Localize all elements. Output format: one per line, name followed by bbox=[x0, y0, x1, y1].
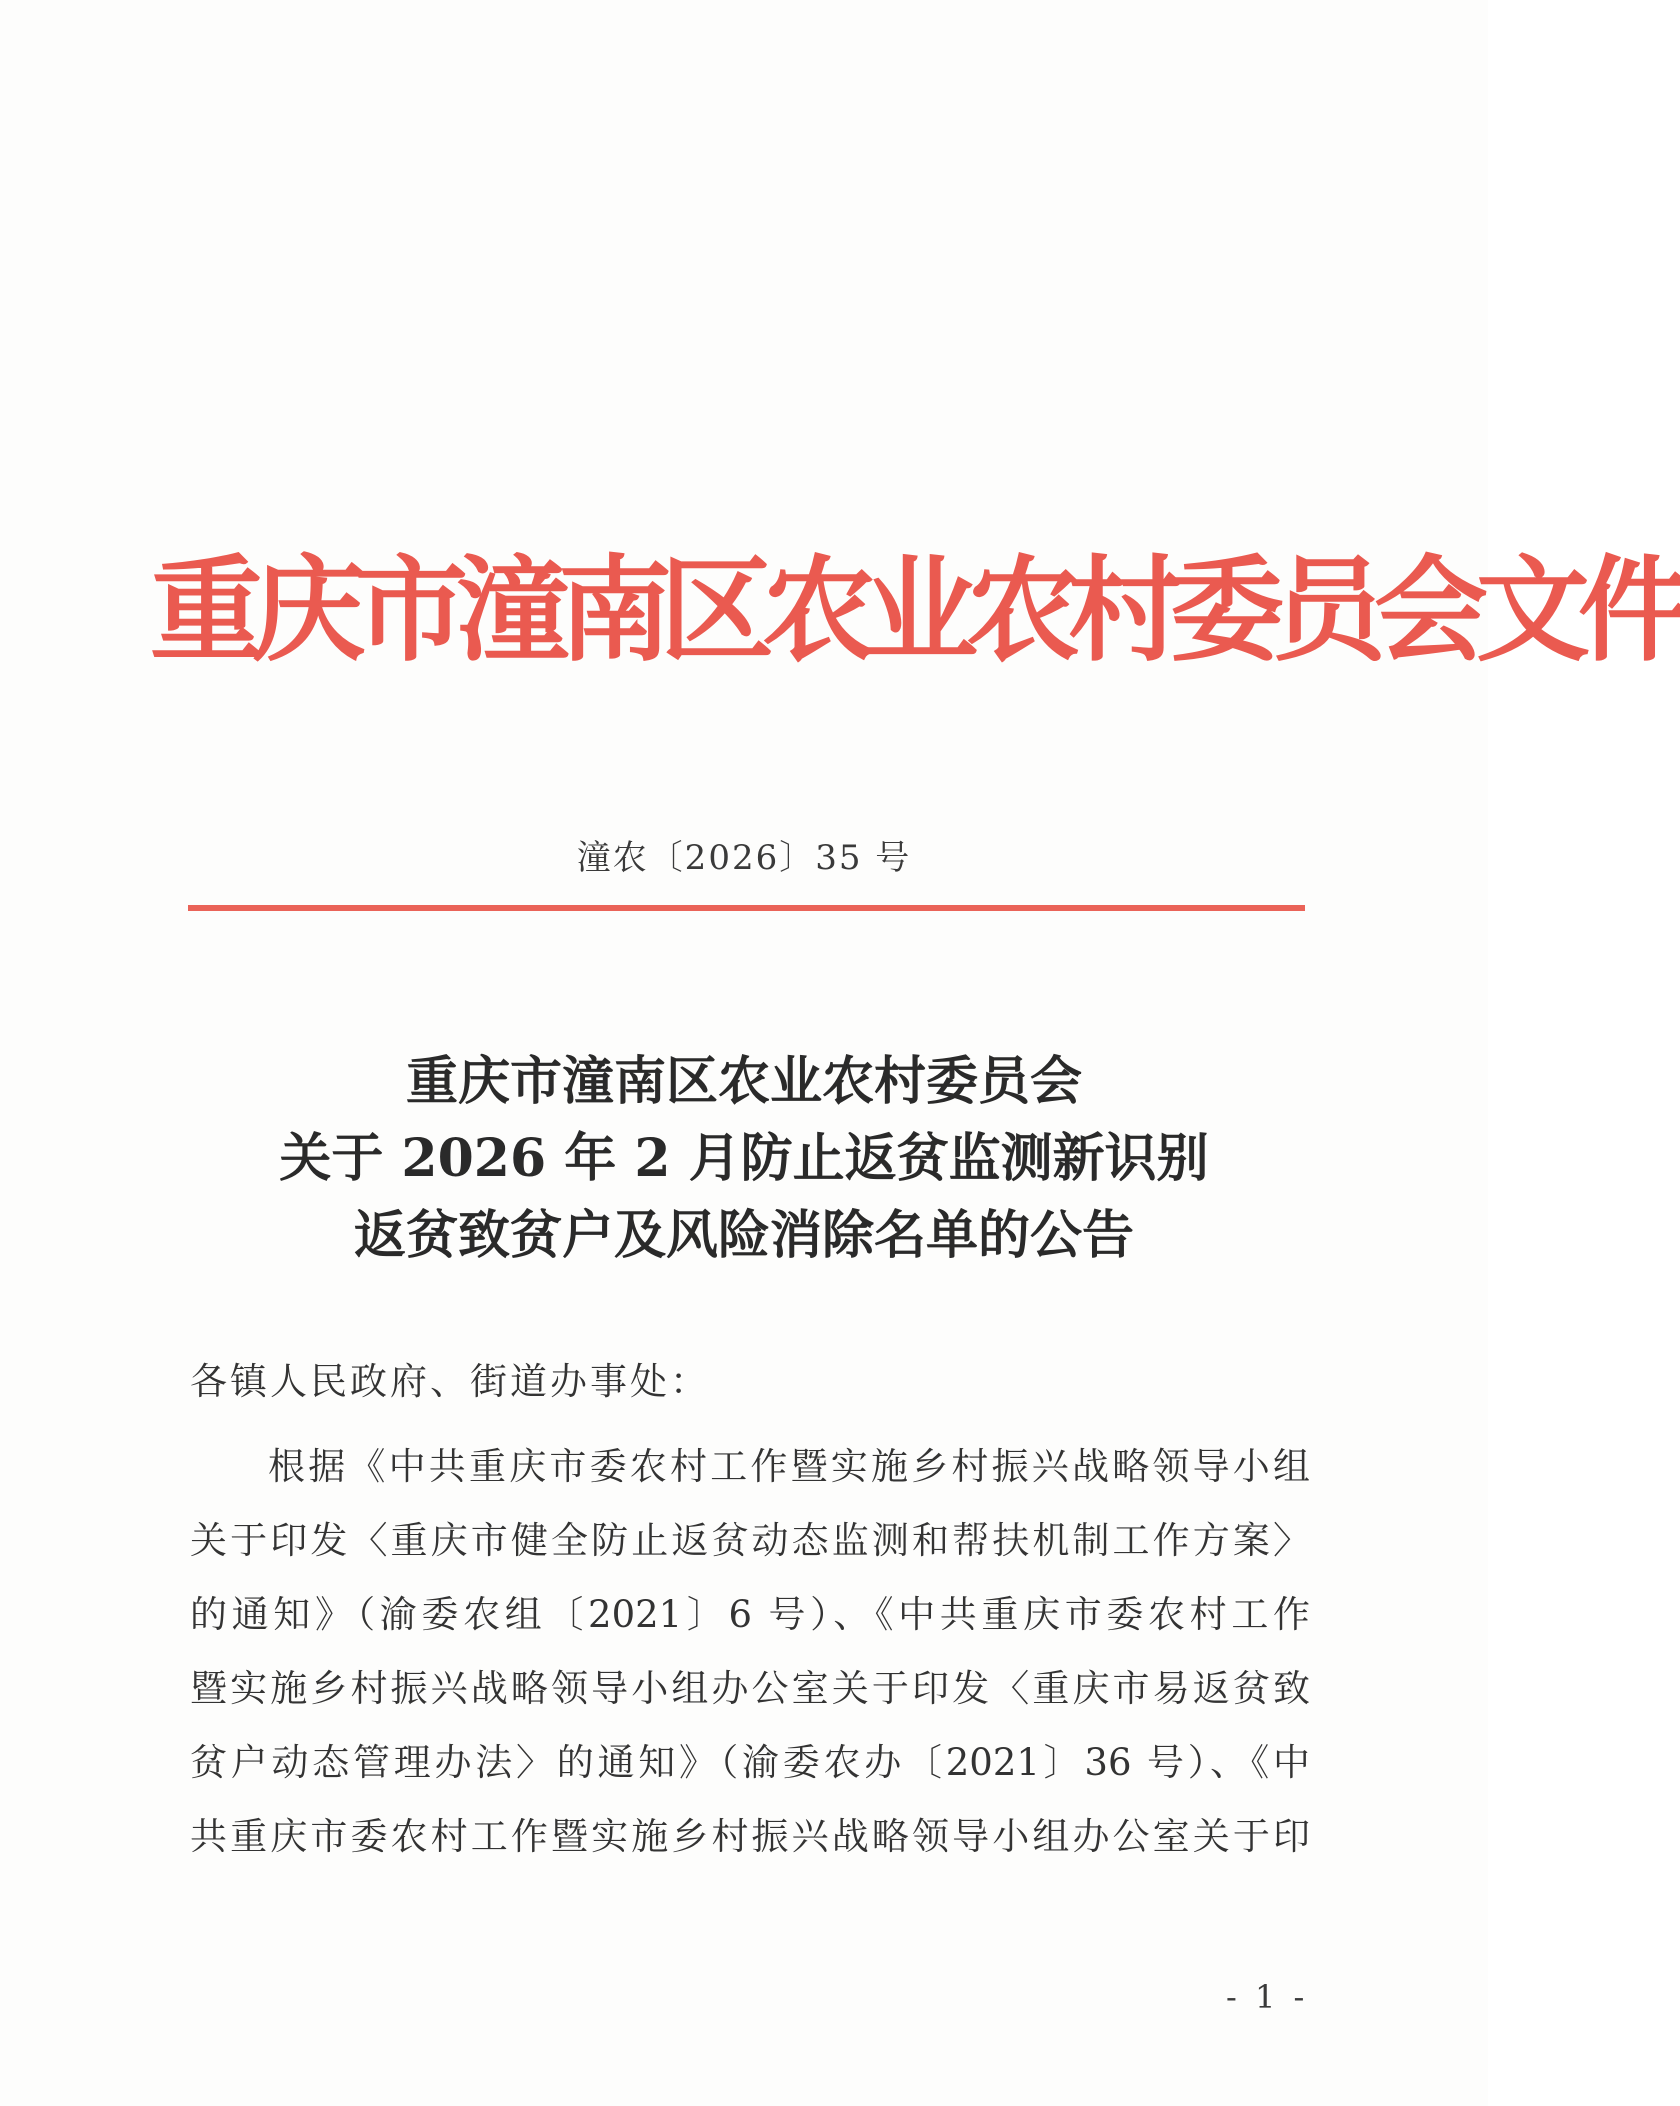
body-paragraph bbox=[190, 1430, 1310, 1874]
masthead-title: 重庆市潼南区农业农村委员会文件 bbox=[150, 544, 1680, 677]
body-line-5: 贫户动态管理办法〉的通知》（渝委农办〔2021〕36 号）、《中 bbox=[190, 1741, 1310, 1784]
title-line-1: 重庆市潼南区农业农村委员会 bbox=[405, 1051, 1082, 1112]
body-line-2: 关于印发〈重庆市健全防止返贫动态监测和帮扶机制工作方案〉 bbox=[190, 1519, 1310, 1562]
body-line-3: 的通知》（渝委农组〔2021〕6 号）、《中共重庆市委农村工作 bbox=[190, 1593, 1310, 1636]
body-line-1: 根据《中共重庆市委农村工作暨实施乡村振兴战略领导小组 bbox=[268, 1445, 1310, 1488]
title-line-3: 返贫致贫户及风险消除名单的公告 bbox=[353, 1205, 1134, 1266]
document-number: 潼农〔2026〕35 号 bbox=[576, 838, 912, 878]
body-line-6: 共重庆市委农村工作暨实施乡村振兴战略领导小组办公室关于印 bbox=[190, 1815, 1310, 1858]
body-line-4: 暨实施乡村振兴战略领导小组办公室关于印发〈重庆市易返贫致 bbox=[190, 1667, 1310, 1710]
page-number: - 1 - bbox=[1226, 1978, 1309, 2016]
notice-title bbox=[0, 1043, 1488, 1274]
salutation: 各镇人民政府、街道办事处： bbox=[190, 1360, 710, 1403]
red-divider-line bbox=[188, 905, 1305, 911]
title-line-2: 关于 2026 年 2 月防止返贫监测新识别 bbox=[279, 1128, 1209, 1189]
